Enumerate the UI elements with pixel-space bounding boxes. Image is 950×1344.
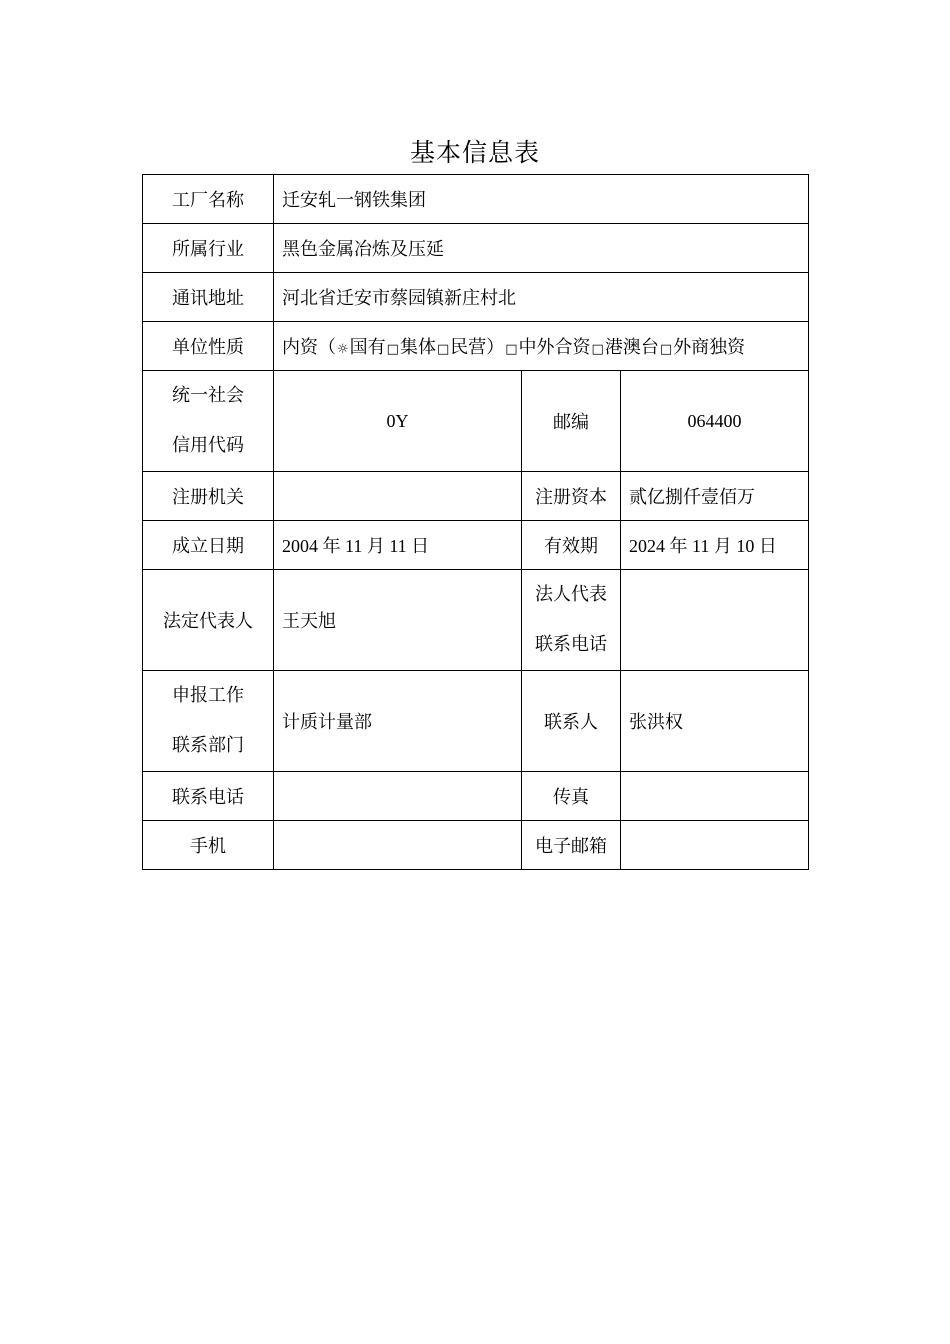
established-label: 成立日期 — [143, 521, 274, 570]
row-legal-rep — [143, 570, 809, 671]
address-label: 通讯地址 — [143, 273, 274, 322]
row-dept — [143, 671, 809, 772]
reg-authority-label: 注册机关 — [143, 472, 274, 521]
contact-label: 联系人 — [522, 671, 621, 772]
joint-venture-option: 中外合资 — [518, 337, 591, 358]
row-address — [143, 273, 809, 322]
dept-label-line2: 联系部门 — [172, 735, 244, 756]
joint-venture-checkbox[interactable]: □ — [505, 342, 518, 357]
state-owned-checkbox[interactable]: ☼ — [337, 342, 349, 357]
reg-capital-value: 贰亿捌仟壹佰万 — [621, 472, 809, 521]
legal-rep-value: 王天旭 — [274, 570, 522, 671]
state-owned-option: 国有 — [349, 337, 386, 358]
factory-name-label: 工厂名称 — [143, 175, 274, 224]
hk-macao-taiwan-option: 港澳台 — [604, 337, 659, 358]
contact-value: 张洪权 — [621, 671, 809, 772]
unit-nature-value — [274, 322, 809, 371]
row-registration — [143, 472, 809, 521]
row-unit-nature — [143, 322, 809, 371]
hk-macao-taiwan-checkbox[interactable]: □ — [591, 342, 604, 357]
phone-value — [274, 772, 522, 821]
fax-value — [621, 772, 809, 821]
unit-nature-prefix: 内资（ — [282, 337, 336, 358]
mobile-label: 手机 — [143, 821, 274, 870]
industry-value: 黑色金属冶炼及压延 — [274, 224, 809, 273]
credit-code-value: 0Y — [274, 371, 522, 472]
private-checkbox[interactable]: □ — [436, 342, 450, 357]
row-mobile-email — [143, 821, 809, 870]
valid-until-label: 有效期 — [522, 521, 621, 570]
legal-rep-label: 法定代表人 — [143, 570, 274, 671]
reg-capital-label: 注册资本 — [522, 472, 621, 521]
dept-value: 计质计量部 — [274, 671, 522, 772]
postcode-label: 邮编 — [522, 371, 621, 472]
row-factory-name — [143, 175, 809, 224]
unit-nature-label: 单位性质 — [143, 322, 274, 371]
basic-info-table — [142, 174, 809, 870]
legal-rep-phone-value — [621, 570, 809, 671]
foreign-owned-option: 外商独资 — [673, 337, 746, 358]
row-dates — [143, 521, 809, 570]
fax-label: 传真 — [522, 772, 621, 821]
foreign-owned-checkbox[interactable]: □ — [659, 342, 673, 357]
row-industry — [143, 224, 809, 273]
dept-label — [143, 671, 274, 772]
collective-checkbox[interactable]: □ — [386, 342, 399, 357]
valid-until-value: 2024 年 11 月 10 日 — [621, 521, 809, 570]
postcode-value: 064400 — [621, 371, 809, 472]
credit-code-label-line1: 统一社会 — [172, 385, 244, 406]
mobile-value — [274, 821, 522, 870]
address-value: 河北省迁安市蔡园镇新庄村北 — [274, 273, 809, 322]
credit-code-label — [143, 371, 274, 472]
collective-option: 集体 — [399, 337, 436, 358]
email-value — [621, 821, 809, 870]
private-option: 民营） — [450, 337, 505, 358]
row-phone-fax — [143, 772, 809, 821]
established-value: 2004 年 11 月 11 日 — [274, 521, 522, 570]
row-credit-code — [143, 371, 809, 472]
legal-rep-phone-label — [522, 570, 621, 671]
phone-label: 联系电话 — [143, 772, 274, 821]
legal-rep-phone-label-line1: 法人代表 — [535, 584, 607, 605]
industry-label: 所属行业 — [143, 224, 274, 273]
dept-label-line1: 申报工作 — [172, 685, 244, 706]
page-title: 基本信息表 — [409, 138, 540, 167]
factory-name-value: 迁安轧一钢铁集团 — [274, 175, 809, 224]
reg-authority-value — [274, 472, 522, 521]
email-label: 电子邮箱 — [522, 821, 621, 870]
credit-code-label-line2: 信用代码 — [172, 435, 244, 456]
legal-rep-phone-label-line2: 联系电话 — [535, 634, 607, 655]
